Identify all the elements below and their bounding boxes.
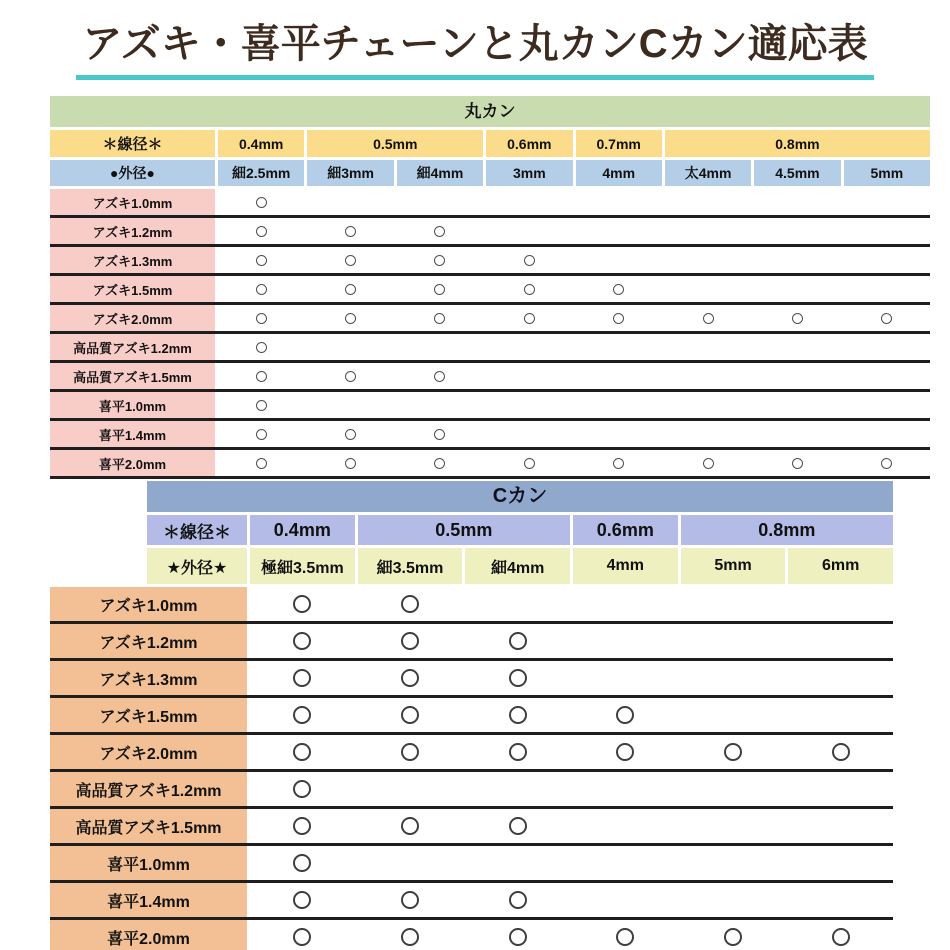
- compatibility-circle-icon: [509, 632, 527, 650]
- compatibility-circle-icon: [434, 371, 445, 382]
- row-label: アズキ2.0mm: [50, 735, 247, 769]
- mark-cell: [576, 247, 662, 273]
- row-label: アズキ1.3mm: [50, 247, 215, 273]
- mark-cell: [844, 305, 930, 331]
- row-label: 喜平1.4mm: [50, 421, 215, 447]
- compatibility-circle-icon: [509, 928, 527, 946]
- compatibility-circle-icon: [256, 458, 267, 469]
- wire-size-cell: 0.8mm: [681, 515, 893, 545]
- mark-cell: [573, 920, 678, 950]
- compatibility-circle-icon: [616, 928, 634, 946]
- page-title: アズキ・喜平チェーンと丸カンCカン適応表: [76, 12, 873, 80]
- maru-kan-body: [50, 189, 930, 479]
- compatibility-circle-icon: [524, 313, 535, 324]
- maru-kan-table: [50, 96, 930, 479]
- mark-cell: [573, 772, 678, 806]
- table-row: [50, 587, 893, 624]
- mark-cell: [754, 247, 840, 273]
- mark-cell: [576, 421, 662, 447]
- compatibility-circle-icon: [256, 371, 267, 382]
- c-kan-outer-label: ★外径★: [147, 548, 247, 584]
- outer-size-cell: 極細3.5mm: [250, 548, 355, 584]
- c-kan-wire-diameter-row: [147, 515, 893, 545]
- mark-cell: [486, 421, 572, 447]
- mark-cell: [250, 698, 355, 732]
- row-label: アズキ1.2mm: [50, 624, 247, 658]
- mark-cell: [665, 247, 751, 273]
- mark-cell: [486, 247, 572, 273]
- maru-kan-wire-label: ＊線径＊: [50, 130, 215, 157]
- mark-cell: [250, 883, 355, 917]
- mark-cell: [465, 735, 570, 769]
- mark-cell: [573, 846, 678, 880]
- mark-cell: [250, 624, 355, 658]
- compatibility-circle-icon: [401, 928, 419, 946]
- mark-cell: [576, 305, 662, 331]
- mark-cell: [681, 698, 786, 732]
- outer-size-cell: 4.5mm: [754, 160, 840, 186]
- mark-cell: [576, 276, 662, 302]
- table-row: [50, 846, 893, 883]
- mark-cell: [486, 276, 572, 302]
- mark-cell: [218, 218, 304, 244]
- table-row: [50, 218, 930, 247]
- mark-cell: [844, 450, 930, 476]
- wire-size-cell: 0.4mm: [218, 130, 304, 157]
- compatibility-circle-icon: [256, 400, 267, 411]
- compatibility-circle-icon: [616, 706, 634, 724]
- maru-kan-outer-diameter-row: [50, 160, 930, 186]
- mark-cell: [844, 363, 930, 389]
- mark-cell: [358, 735, 463, 769]
- c-kan-wire-label: ＊線径＊: [147, 515, 247, 545]
- compatibility-circle-icon: [881, 458, 892, 469]
- mark-cell: [844, 421, 930, 447]
- compatibility-circle-icon: [401, 891, 419, 909]
- row-label: 喜平1.4mm: [50, 883, 247, 917]
- mark-cell: [486, 305, 572, 331]
- mark-cell: [307, 247, 393, 273]
- mark-cell: [358, 587, 463, 621]
- compatibility-circle-icon: [345, 284, 356, 295]
- row-label: 喜平1.0mm: [50, 846, 247, 880]
- compatibility-circle-icon: [345, 255, 356, 266]
- mark-cell: [754, 276, 840, 302]
- mark-cell: [788, 735, 893, 769]
- wire-size-cell: 0.5mm: [358, 515, 570, 545]
- mark-cell: [573, 587, 678, 621]
- mark-cell: [844, 392, 930, 418]
- mark-cell: [218, 276, 304, 302]
- mark-cell: [218, 305, 304, 331]
- mark-cell: [486, 450, 572, 476]
- compatibility-circle-icon: [616, 743, 634, 761]
- mark-cell: [486, 218, 572, 244]
- mark-cell: [576, 189, 662, 215]
- table-row: [50, 698, 893, 735]
- c-kan-table-header: [147, 481, 893, 584]
- compatibility-circle-icon: [832, 928, 850, 946]
- row-label: アズキ1.5mm: [50, 698, 247, 732]
- outer-size-cell: 5mm: [681, 548, 786, 584]
- compatibility-circle-icon: [524, 255, 535, 266]
- mark-cell: [218, 392, 304, 418]
- table-row: [50, 189, 930, 218]
- mark-cell: [754, 305, 840, 331]
- mark-cell: [307, 305, 393, 331]
- compatibility-circle-icon: [509, 706, 527, 724]
- mark-cell: [218, 363, 304, 389]
- outer-size-cell: 4mm: [573, 548, 678, 584]
- mark-cell: [754, 450, 840, 476]
- table-row: [50, 392, 930, 421]
- mark-cell: [681, 735, 786, 769]
- row-label: アズキ1.2mm: [50, 218, 215, 244]
- compatibility-circle-icon: [401, 706, 419, 724]
- mark-cell: [218, 189, 304, 215]
- mark-cell: [573, 624, 678, 658]
- mark-cell: [788, 883, 893, 917]
- mark-cell: [665, 276, 751, 302]
- compatibility-circle-icon: [256, 342, 267, 353]
- compatibility-circle-icon: [256, 226, 267, 237]
- compatibility-circle-icon: [613, 284, 624, 295]
- mark-cell: [465, 698, 570, 732]
- mark-cell: [754, 392, 840, 418]
- compatibility-circle-icon: [293, 928, 311, 946]
- outer-size-cell: 細3mm: [307, 160, 393, 186]
- mark-cell: [358, 883, 463, 917]
- mark-cell: [573, 735, 678, 769]
- mark-cell: [218, 334, 304, 360]
- table-row: [50, 735, 893, 772]
- mark-cell: [465, 846, 570, 880]
- mark-cell: [844, 189, 930, 215]
- mark-cell: [681, 883, 786, 917]
- mark-cell: [576, 392, 662, 418]
- maru-kan-outer-label: ●外径●: [50, 160, 215, 186]
- table-row: [50, 334, 930, 363]
- compatibility-circle-icon: [401, 743, 419, 761]
- compatibility-circle-icon: [401, 595, 419, 613]
- row-label: 喜平1.0mm: [50, 392, 215, 418]
- compatibility-circle-icon: [256, 313, 267, 324]
- compatibility-circle-icon: [509, 891, 527, 909]
- outer-size-cell: 4mm: [576, 160, 662, 186]
- outer-size-cell: 細3.5mm: [358, 548, 463, 584]
- compatibility-circle-icon: [724, 928, 742, 946]
- table-row: [50, 920, 893, 950]
- table-row: [50, 661, 893, 698]
- mark-cell: [307, 218, 393, 244]
- compatibility-circle-icon: [345, 313, 356, 324]
- mark-cell: [681, 846, 786, 880]
- mark-cell: [665, 334, 751, 360]
- compatibility-circle-icon: [293, 669, 311, 687]
- wire-size-cell: 0.5mm: [307, 130, 483, 157]
- compatibility-circle-icon: [434, 313, 445, 324]
- row-label: 高品質アズキ1.5mm: [50, 363, 215, 389]
- mark-cell: [665, 392, 751, 418]
- table-row: [50, 772, 893, 809]
- mark-cell: [788, 809, 893, 843]
- table-row: [50, 883, 893, 920]
- table-row: [50, 624, 893, 661]
- outer-size-cell: 細4mm: [465, 548, 570, 584]
- compatibility-circle-icon: [256, 429, 267, 440]
- compatibility-circle-icon: [401, 669, 419, 687]
- compatibility-circle-icon: [293, 632, 311, 650]
- mark-cell: [397, 247, 483, 273]
- mark-cell: [681, 624, 786, 658]
- table-row: [50, 363, 930, 392]
- mark-cell: [307, 276, 393, 302]
- row-label: 高品質アズキ1.5mm: [50, 809, 247, 843]
- mark-cell: [754, 334, 840, 360]
- mark-cell: [358, 698, 463, 732]
- outer-size-cell: 5mm: [844, 160, 930, 186]
- mark-cell: [665, 218, 751, 244]
- mark-cell: [358, 661, 463, 695]
- mark-cell: [754, 421, 840, 447]
- mark-cell: [307, 363, 393, 389]
- compatibility-circle-icon: [345, 371, 356, 382]
- mark-cell: [486, 334, 572, 360]
- mark-cell: [397, 218, 483, 244]
- compatibility-circle-icon: [434, 458, 445, 469]
- outer-size-cell: 3mm: [486, 160, 572, 186]
- mark-cell: [788, 698, 893, 732]
- mark-cell: [397, 276, 483, 302]
- compatibility-circle-icon: [832, 743, 850, 761]
- compatibility-circle-icon: [293, 743, 311, 761]
- mark-cell: [397, 421, 483, 447]
- row-label: アズキ1.0mm: [50, 189, 215, 215]
- mark-cell: [397, 363, 483, 389]
- compatibility-circle-icon: [792, 313, 803, 324]
- table-row: [50, 247, 930, 276]
- compatibility-circle-icon: [703, 313, 714, 324]
- outer-size-cell: 細2.5mm: [218, 160, 304, 186]
- compatibility-circle-icon: [724, 743, 742, 761]
- table-row: [50, 305, 930, 334]
- mark-cell: [465, 587, 570, 621]
- mark-cell: [358, 772, 463, 806]
- mark-cell: [576, 363, 662, 389]
- compatibility-circle-icon: [293, 817, 311, 835]
- compatibility-circle-icon: [509, 743, 527, 761]
- wire-size-cell: 0.6mm: [573, 515, 678, 545]
- compatibility-circle-icon: [401, 632, 419, 650]
- mark-cell: [465, 772, 570, 806]
- compatibility-circle-icon: [509, 669, 527, 687]
- compatibility-circle-icon: [293, 595, 311, 613]
- row-label: アズキ2.0mm: [50, 305, 215, 331]
- mark-cell: [250, 846, 355, 880]
- mark-cell: [465, 920, 570, 950]
- mark-cell: [397, 450, 483, 476]
- mark-cell: [788, 624, 893, 658]
- mark-cell: [486, 392, 572, 418]
- mark-cell: [307, 392, 393, 418]
- compatibility-circle-icon: [345, 458, 356, 469]
- outer-size-cell: 6mm: [788, 548, 893, 584]
- compatibility-circle-icon: [509, 817, 527, 835]
- mark-cell: [307, 450, 393, 476]
- mark-cell: [250, 587, 355, 621]
- compatibility-circle-icon: [881, 313, 892, 324]
- compatibility-circle-icon: [345, 226, 356, 237]
- mark-cell: [250, 772, 355, 806]
- c-kan-title: Cカン: [147, 481, 893, 512]
- mark-cell: [307, 189, 393, 215]
- mark-cell: [665, 450, 751, 476]
- mark-cell: [573, 661, 678, 695]
- row-label: 高品質アズキ1.2mm: [50, 334, 215, 360]
- compatibility-circle-icon: [293, 854, 311, 872]
- compatibility-circle-icon: [293, 780, 311, 798]
- table-row: [50, 450, 930, 479]
- row-label: 喜平2.0mm: [50, 450, 215, 476]
- mark-cell: [844, 334, 930, 360]
- compatibility-circle-icon: [434, 429, 445, 440]
- mark-cell: [486, 189, 572, 215]
- mark-cell: [788, 661, 893, 695]
- table-row: [50, 276, 930, 305]
- wire-size-cell: 0.7mm: [576, 130, 662, 157]
- mark-cell: [844, 247, 930, 273]
- mark-cell: [397, 189, 483, 215]
- row-label: アズキ1.3mm: [50, 661, 247, 695]
- compatibility-circle-icon: [345, 429, 356, 440]
- mark-cell: [681, 587, 786, 621]
- mark-cell: [573, 698, 678, 732]
- compatibility-circle-icon: [613, 313, 624, 324]
- title-area: [0, 12, 950, 80]
- c-kan-outer-diameter-row: [147, 548, 893, 584]
- mark-cell: [218, 421, 304, 447]
- mark-cell: [788, 772, 893, 806]
- compatibility-circle-icon: [293, 891, 311, 909]
- mark-cell: [788, 920, 893, 950]
- mark-cell: [576, 218, 662, 244]
- c-kan-body: [50, 587, 893, 950]
- compatibility-circle-icon: [434, 226, 445, 237]
- mark-cell: [358, 624, 463, 658]
- mark-cell: [250, 809, 355, 843]
- mark-cell: [486, 363, 572, 389]
- mark-cell: [681, 772, 786, 806]
- table-row: [50, 809, 893, 846]
- mark-cell: [465, 624, 570, 658]
- mark-cell: [576, 334, 662, 360]
- mark-cell: [573, 883, 678, 917]
- compatibility-circle-icon: [613, 458, 624, 469]
- mark-cell: [576, 450, 662, 476]
- compatibility-circle-icon: [401, 817, 419, 835]
- mark-cell: [358, 809, 463, 843]
- mark-cell: [358, 920, 463, 950]
- compatibility-circle-icon: [434, 255, 445, 266]
- maru-kan-title: 丸カン: [50, 96, 930, 127]
- mark-cell: [665, 421, 751, 447]
- compatibility-circle-icon: [256, 197, 267, 208]
- mark-cell: [307, 421, 393, 447]
- mark-cell: [665, 305, 751, 331]
- mark-cell: [218, 450, 304, 476]
- mark-cell: [665, 189, 751, 215]
- mark-cell: [358, 846, 463, 880]
- wire-size-cell: 0.6mm: [486, 130, 572, 157]
- compatibility-circle-icon: [256, 284, 267, 295]
- row-label: アズキ1.5mm: [50, 276, 215, 302]
- row-label: アズキ1.0mm: [50, 587, 247, 621]
- mark-cell: [844, 218, 930, 244]
- mark-cell: [397, 334, 483, 360]
- mark-cell: [397, 305, 483, 331]
- compatibility-circle-icon: [524, 284, 535, 295]
- mark-cell: [397, 392, 483, 418]
- maru-kan-wire-diameter-row: [50, 130, 930, 157]
- mark-cell: [465, 661, 570, 695]
- mark-cell: [681, 661, 786, 695]
- compatibility-circle-icon: [524, 458, 535, 469]
- wire-size-cell: 0.8mm: [665, 130, 930, 157]
- mark-cell: [465, 883, 570, 917]
- mark-cell: [754, 218, 840, 244]
- compatibility-circle-icon: [256, 255, 267, 266]
- mark-cell: [573, 809, 678, 843]
- compatibility-circle-icon: [434, 284, 445, 295]
- compatibility-circle-icon: [293, 706, 311, 724]
- compatibility-circle-icon: [792, 458, 803, 469]
- mark-cell: [665, 363, 751, 389]
- row-label: 喜平2.0mm: [50, 920, 247, 950]
- mark-cell: [681, 809, 786, 843]
- mark-cell: [250, 920, 355, 950]
- mark-cell: [788, 587, 893, 621]
- table-row: [50, 421, 930, 450]
- mark-cell: [754, 363, 840, 389]
- mark-cell: [681, 920, 786, 950]
- mark-cell: [465, 809, 570, 843]
- mark-cell: [844, 276, 930, 302]
- outer-size-cell: 細4mm: [397, 160, 483, 186]
- compatibility-circle-icon: [703, 458, 714, 469]
- mark-cell: [754, 189, 840, 215]
- mark-cell: [250, 661, 355, 695]
- mark-cell: [250, 735, 355, 769]
- wire-size-cell: 0.4mm: [250, 515, 355, 545]
- outer-size-cell: 太4mm: [665, 160, 751, 186]
- mark-cell: [788, 846, 893, 880]
- mark-cell: [307, 334, 393, 360]
- row-label: 高品質アズキ1.2mm: [50, 772, 247, 806]
- mark-cell: [218, 247, 304, 273]
